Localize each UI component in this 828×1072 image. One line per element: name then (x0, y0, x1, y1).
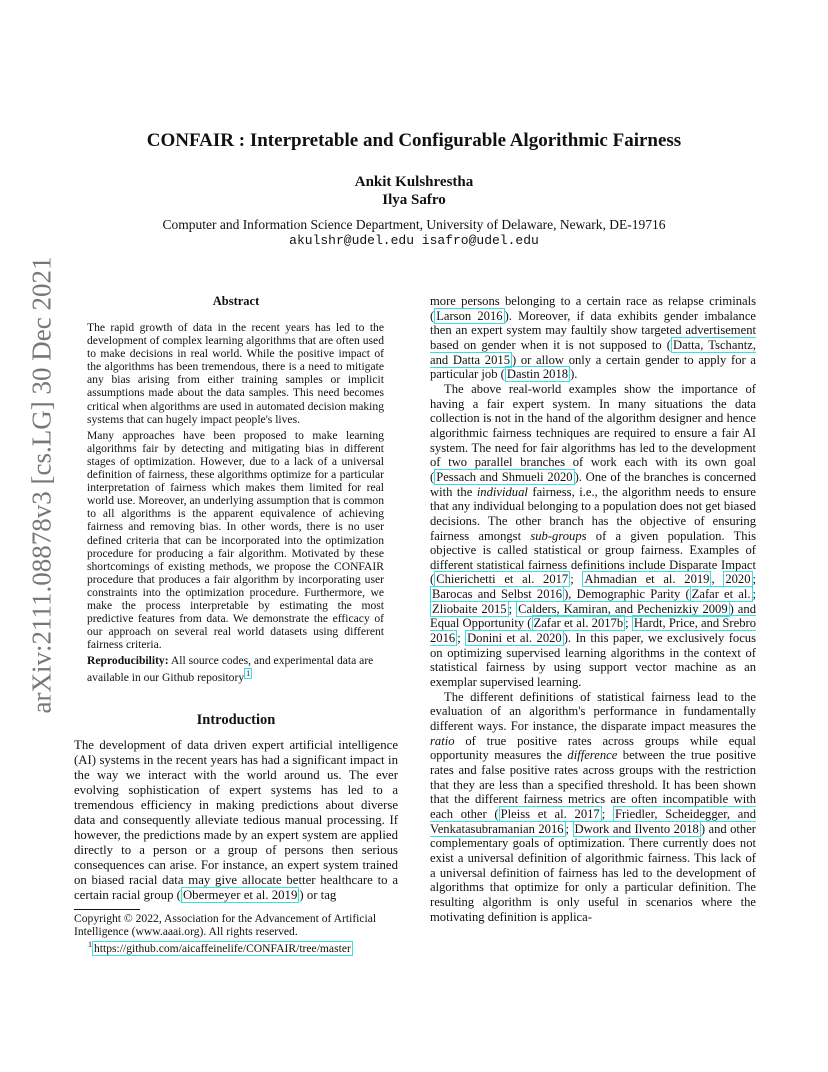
footnotes (74, 912, 398, 955)
right-column (430, 294, 756, 924)
footnote-rule (74, 909, 140, 910)
body-text: ), Demographic Parity ( (564, 587, 690, 602)
body-text: more persons belonging to a certain race as relapse criminals ( (430, 294, 756, 323)
body-text: ; (565, 821, 573, 836)
github-url-link[interactable]: https://github.com/aicaffeinelife/CONFAIR/tree/master (94, 941, 351, 955)
body-text: ) or allow only a certain gender to apply for a particular job ( (430, 352, 756, 382)
abstract-paragraph-2: Many approaches have been proposed to make learning algorithms fair by detecting and mitigating bias in different stages of optimization. However, due to a lack of a universal definition of fairness, these algorithms optimize for a particular interpretation of fairness which makes them limited for real world use. Moreover, an underlying assumption that is common to all algorithms is the apparent equivalence of achieving fairness and removing bias. In other words, there is no user defined criteria that can be incorporated into the optimization procedure for producing a fair algorithm. Motivated by these shortcomings of existing methods, we propose the CONFAIR procedure that produces a fair algorithm by incorporating user constraints into the optimization procedure. Furthermore, we make the process interpretable by estimating the most predictive features from data. We demonstrate the efficacy of our approach on several real world datasets using different fairness criteria. (87, 428, 384, 652)
introduction-paragraph (74, 738, 398, 903)
citation-link[interactable]: Dastin 2018 (506, 367, 569, 382)
body-text: ) and Equal Opportunity ( (430, 601, 756, 631)
citation-link[interactable]: Obermeyer et al. 2019 (182, 888, 298, 902)
body-text: fairness, i.e., the algorithm needs to ensure that any individual belonging to a population does not get biased decisions. The other branch has the objective of ensuring fairness amongst (430, 484, 757, 543)
body-text: ). (570, 367, 578, 382)
body-text: ). One of the branches is concerned with the (430, 469, 756, 499)
emphasis-text: individual (476, 484, 528, 499)
right-paragraph-3 (430, 690, 756, 925)
author-2: Ilya Safro (382, 192, 446, 208)
reproducibility-label: Reproducibility: (87, 654, 169, 668)
body-text: ; (752, 587, 756, 602)
body-text: between the true positive rates and false positive rates across groups with the restriction that they are less than a specified threshold. It has been shown that the different fairness metrics are often incompatible with each other ( (430, 748, 756, 821)
citation-link[interactable]: Friedler, Scheidegger, and Venkatasubramanian 2016 (430, 806, 756, 836)
citation-link[interactable]: Zafar et al. (691, 587, 751, 602)
abstract-body (87, 321, 384, 687)
body-text: ; (625, 616, 632, 631)
citation-link[interactable]: Pleiss et al. 2017 (500, 806, 600, 821)
body-text: ; (601, 806, 613, 821)
citation-link[interactable]: Donini et al. 2020 (467, 631, 562, 646)
footnote-link-1[interactable]: 1 (246, 669, 251, 679)
right-paragraph-1 (430, 294, 756, 382)
citation-link[interactable]: Calders, Kamiran, and Pechenizkiy 2009 (518, 601, 728, 616)
body-text: ; (457, 631, 466, 646)
body-text: ). In this paper, we exclusively focus on optimizing supervised learning algorithms in the context of statistical fairness by using support vector machine as an exemplar supervised learning. (430, 631, 756, 690)
body-text: The above real-world examples show the importance of having a fair expert system. In many situations the data collection is not in the hand of the algorithm designer and hence algorithmic fairness techniques are required to ensure a fair AI system. The need for fair algorithms has led to the development of two parallel branches of work each with its own goal ( (430, 381, 756, 484)
arxiv-id: arXiv:2111.08878v3 [cs.LG] 30 Dec 2021 (26, 256, 57, 714)
reproducibility-note (87, 654, 384, 684)
affiliation: Computer and Information Science Department, University of Delaware, Newark, DE-19716 (162, 217, 666, 232)
citation-link[interactable]: Zafar et al. 2017b (533, 616, 624, 631)
citation-link[interactable]: Pessach and Shmueli 2020 (436, 469, 573, 484)
emphasis-text: ratio (430, 733, 455, 748)
body-text: , (711, 572, 724, 587)
body-text: ) and other complementary goals of optimization. There currently does not exist a universal definition of algorithmic fairness. This lack of a universal definition of fairness has led to the development of algorithms that optimize for only a particular definition. The resulting algorithm is only useful in scenarios where the motivating definition is applica- (430, 821, 756, 924)
reproducibility-text: All source codes, and experimental data are available in our Github repository (87, 654, 374, 685)
footnote-1 (74, 938, 398, 955)
body-text: of a given population. This objective is called statistical or group fairness. Examples of different statistical fairness definitions include Disparate Impact ( (430, 528, 756, 587)
citation-link[interactable]: Zliobaite 2015 (432, 601, 507, 616)
body-text: The different definitions of statistical fairness lead to the evaluation of an algorithm's performance in fundamentally different ways. For instance, the disparate impact measures the (430, 689, 756, 734)
intro-text: The development of data driven expert artificial intelligence (AI) systems in the recent years has had a significant impact in the way we interact with the world around us. The ever evolving sophistication of expert systems has led to a tremendous efficiency in making predictions about diverse data and consequently alleviate tedious manual processing. If however, the predictions made by an expert system are applied directly to a person or a group of persons then serious consequences can arise. For instance, an expert system trained on biased racial data may give allocate better healthcare to a certain racial group ( (74, 738, 398, 902)
body-text: ; (570, 572, 583, 587)
citation-link[interactable]: Larson 2016 (436, 308, 503, 323)
copyright-notice: Copyright © 2022, Association for the Advancement of Artificial Intelligence (www.aaai.org). All rights reserved. (74, 912, 377, 938)
citation-link[interactable]: Datta, Tschantz, and Datta 2015 (430, 337, 756, 367)
body-text: ; (752, 572, 756, 587)
body-text: of true positive rates across groups while equal opportunity measures the (430, 733, 756, 763)
emphasis-text: difference (567, 748, 618, 763)
footnote-mark: 1 (88, 940, 92, 949)
author-emails: akulshr@udel.edu isafro@udel.edu (289, 233, 539, 248)
emphasis-text: sub-groups (530, 528, 587, 543)
arxiv-sidebar-stamp (22, 256, 62, 714)
abstract-heading: Abstract (212, 294, 260, 308)
citation-link[interactable]: 2020 (725, 572, 751, 587)
right-paragraph-2 (430, 382, 756, 690)
body-text: ). Moreover, if data exhibits gender imbalance then an expert system may faultily show targeted advertisement based on gender when it is not supposed to ( (430, 308, 757, 352)
paper-title: CONFAIR : Interpretable and Configurable Algorithmic Fairness (146, 130, 682, 151)
citation-link[interactable]: Hardt, Price, and Srebro 2016 (430, 616, 756, 646)
body-text: ; (508, 601, 517, 616)
intro-text: ) or tag (299, 888, 337, 902)
author-1: Ankit Kulshrestha (354, 174, 474, 190)
citation-link[interactable]: Dwork and Ilvento 2018 (574, 821, 699, 836)
citation-link[interactable]: Barocas and Selbst 2016 (432, 587, 563, 602)
introduction-heading: Introduction (196, 712, 276, 728)
abstract-paragraph-1: The rapid growth of data in the recent years has led to the development of complex learning algorithms that are often used to make decisions in real world. While the positive impact of the algorithms has been tremendous, there is a need to mitigate any bias arising from either training samples or implicit assumptions made about the data samples. This need becomes critical when algorithms are used in automated decision making systems that can hugely impact people's lives. (87, 321, 384, 426)
citation-link[interactable]: Ahmadian et al. 2019 (584, 572, 710, 587)
citation-link[interactable]: Chierichetti et al. 2017 (436, 572, 569, 587)
